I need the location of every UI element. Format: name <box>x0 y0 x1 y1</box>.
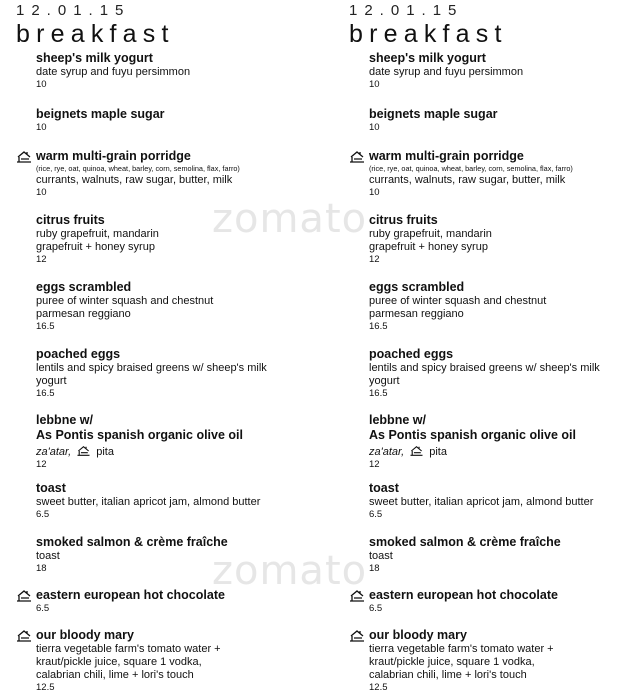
item-name: beignets maple sugar <box>36 107 165 121</box>
item-description: puree of winter squash and chestnut <box>369 295 547 307</box>
item-name: sheep's milk yogurt <box>369 51 486 65</box>
item-price: 6.5 <box>369 603 383 614</box>
pita-text: pita <box>96 446 114 458</box>
menu-item <box>369 413 635 471</box>
item-price: 16.5 <box>369 321 388 332</box>
bread-icon <box>409 445 424 457</box>
bread-icon <box>16 629 32 643</box>
menu-date: 12.01.15 <box>349 2 464 19</box>
menu-item <box>36 347 321 400</box>
item-price: 10 <box>369 187 380 198</box>
item-price: 10 <box>36 79 47 90</box>
menu-item <box>36 481 321 521</box>
bread-icon <box>349 629 365 643</box>
item-description: tierra vegetable farm's tomato water + <box>36 643 221 655</box>
item-description <box>36 443 321 459</box>
item-name-line2: As Pontis spanish organic olive oil <box>369 428 576 442</box>
item-grain-list: (rice, rye, oat, quinoa, wheat, barley, corn, semolina, flax, farro) <box>36 164 240 173</box>
item-description: kraut/pickle juice, square 1 vodka, <box>36 656 202 668</box>
item-description: lentils and spicy braised greens w/ sheep's milk <box>369 362 600 374</box>
item-description: yogurt <box>36 375 67 387</box>
item-description: ruby grapefruit, mandarin <box>36 228 159 240</box>
item-name: warm multi-grain porridge <box>369 149 524 163</box>
menu-title: breakfast <box>349 20 508 48</box>
item-price: 12 <box>36 254 47 265</box>
item-name: sheep's milk yogurt <box>36 51 153 65</box>
item-price: 16.5 <box>36 388 55 399</box>
item-name: our bloody mary <box>369 628 467 642</box>
item-name: toast <box>369 481 399 495</box>
bread-icon <box>16 150 32 164</box>
menu-date: 12.01.15 <box>16 2 131 19</box>
item-description <box>369 443 635 459</box>
watermark: zomato <box>212 548 368 594</box>
watermark: zomato <box>212 196 368 242</box>
item-description: sweet butter, italian apricot jam, almond butter <box>36 496 261 508</box>
menu-item <box>369 628 635 694</box>
item-price: 16.5 <box>369 388 388 399</box>
item-price: 18 <box>36 563 47 574</box>
item-name: warm multi-grain porridge <box>36 149 191 163</box>
item-price: 10 <box>369 122 380 133</box>
item-description: yogurt <box>369 375 400 387</box>
item-name: eggs scrambled <box>36 280 132 294</box>
item-description: lentils and spicy braised greens w/ sheep's milk <box>36 362 267 374</box>
item-price: 12 <box>36 459 47 470</box>
zaatar-text: za'atar, <box>36 446 72 458</box>
item-name: our bloody mary <box>36 628 134 642</box>
menu-item <box>369 107 635 134</box>
item-description: puree of winter squash and chestnut <box>36 295 214 307</box>
item-name: toast <box>36 481 66 495</box>
item-description: grapefruit + honey syrup <box>369 241 488 253</box>
item-name: citrus fruits <box>369 213 438 227</box>
item-description: toast <box>369 550 393 562</box>
menu-item <box>369 347 635 400</box>
item-description: date syrup and fuyu persimmon <box>36 66 191 78</box>
pita-text: pita <box>429 446 447 458</box>
item-description: parmesan reggiano <box>36 308 131 320</box>
menu-item <box>36 628 321 694</box>
item-price: 10 <box>36 122 47 133</box>
item-price: 10 <box>36 187 47 198</box>
menu-item <box>369 149 635 199</box>
item-name: lebbne w/ <box>36 413 93 427</box>
menu-item <box>369 588 635 615</box>
item-description: calabrian chili, lime + lori's touch <box>36 669 194 681</box>
item-description: tierra vegetable farm's tomato water + <box>369 643 554 655</box>
menu-item <box>369 280 635 333</box>
item-name: eggs scrambled <box>369 280 465 294</box>
item-description: kraut/pickle juice, square 1 vodka, <box>369 656 535 668</box>
item-price: 6.5 <box>36 603 50 614</box>
item-description: parmesan reggiano <box>369 308 464 320</box>
bread-icon <box>16 589 32 603</box>
item-name: eastern european hot chocolate <box>36 588 225 602</box>
item-description: date syrup and fuyu persimmon <box>369 66 524 78</box>
bread-icon <box>76 445 91 457</box>
item-price: 6.5 <box>36 509 50 520</box>
item-name-line2: As Pontis spanish organic olive oil <box>36 428 243 442</box>
menu-item <box>369 51 635 91</box>
menu-item <box>36 149 321 199</box>
item-description: calabrian chili, lime + lori's touch <box>369 669 527 681</box>
item-price: 18 <box>369 563 380 574</box>
menu-item <box>369 535 635 575</box>
menu-item <box>36 413 321 471</box>
item-price: 12.5 <box>369 682 388 693</box>
item-description: currants, walnuts, raw sugar, butter, milk <box>36 174 233 186</box>
item-description: toast <box>36 550 60 562</box>
menu-item <box>36 51 321 91</box>
item-grain-list: (rice, rye, oat, quinoa, wheat, barley, corn, semolina, flax, farro) <box>369 164 573 173</box>
item-name: eastern european hot chocolate <box>369 588 558 602</box>
item-name: smoked salmon & crème fraîche <box>369 535 561 549</box>
bread-icon <box>349 150 365 164</box>
item-description: grapefruit + honey syrup <box>36 241 155 253</box>
item-name: poached eggs <box>369 347 454 361</box>
item-name: smoked salmon & crème fraîche <box>36 535 228 549</box>
item-name: lebbne w/ <box>369 413 426 427</box>
item-price: 16.5 <box>36 321 55 332</box>
item-description: currants, walnuts, raw sugar, butter, milk <box>369 174 566 186</box>
item-price: 12 <box>369 254 380 265</box>
item-name: beignets maple sugar <box>369 107 498 121</box>
item-name: citrus fruits <box>36 213 105 227</box>
menu-title: breakfast <box>16 20 175 48</box>
item-price: 6.5 <box>369 509 383 520</box>
item-price: 12 <box>369 459 380 470</box>
menu-item <box>369 213 635 266</box>
menu-column-right <box>349 0 635 700</box>
menu-item <box>36 280 321 333</box>
menu-item <box>36 107 321 134</box>
item-description: sweet butter, italian apricot jam, almond butter <box>369 496 594 508</box>
item-name: poached eggs <box>36 347 121 361</box>
menu-column-left <box>16 0 316 700</box>
item-price: 12.5 <box>36 682 55 693</box>
item-price: 10 <box>369 79 380 90</box>
zaatar-text: za'atar, <box>369 446 405 458</box>
menu-item <box>369 481 635 521</box>
item-description: ruby grapefruit, mandarin <box>369 228 492 240</box>
